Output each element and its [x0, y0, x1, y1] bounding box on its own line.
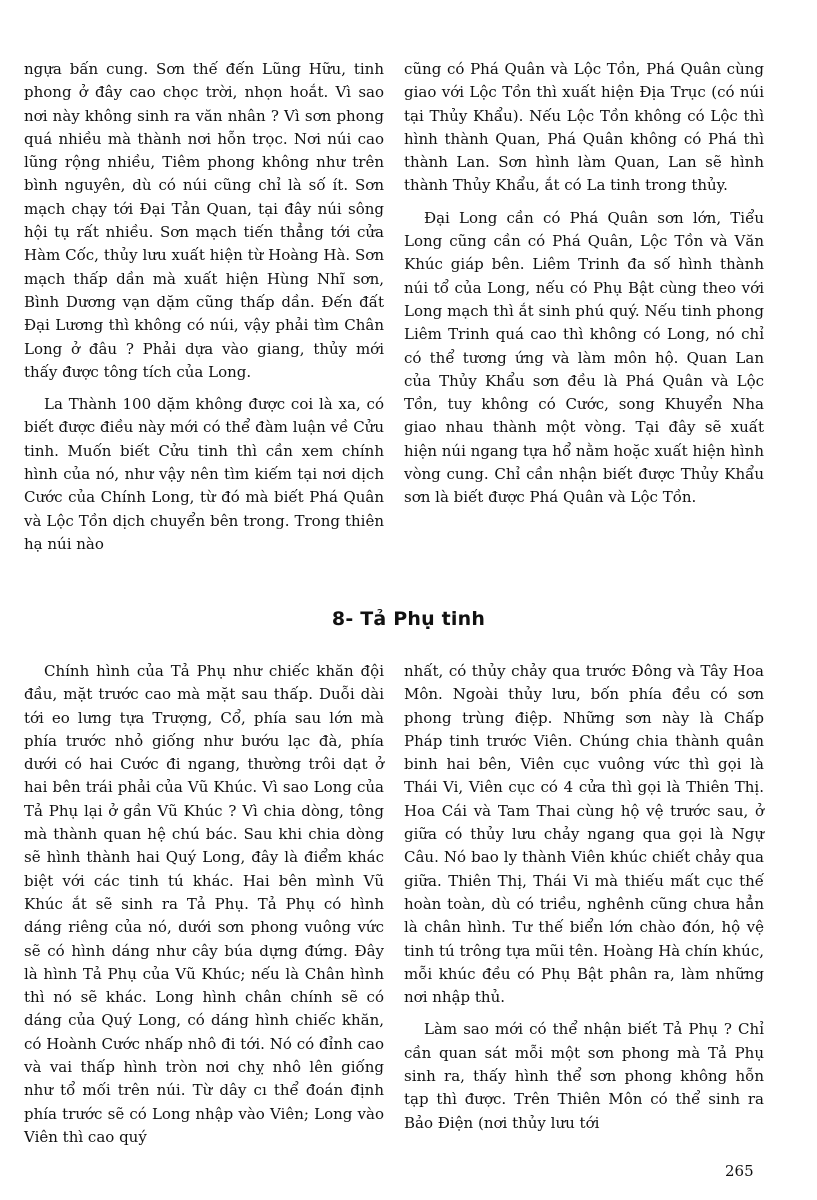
paragraph: Làm sao mới có thể nhận biết Tả Phụ ? Chỉ cần quan sát mỗi một sơn phong mà Tả Phụ sinh ra, thấy hình thể sơn phong không hỗn tạp thì được. Trên Thiên Môn có thể sinh ra Bảo Điện (nơi thủy lưu tới	[404, 1020, 764, 1132]
section-heading: 8- Tả Phụ tinh	[331, 608, 486, 630]
bottom-right-column	[404, 660, 764, 1144]
top-left-column	[24, 58, 384, 565]
paragraph: Đại Long cần có Phá Quân sơn lớn, Tiểu Long cũng cần có Phá Quân, Lộc Tồn và Văn Khúc giáp bên. Liêm Trinh đa số hình thành núi tổ của Long, nếu có Phụ Bật cùng theo với Long mạch thì ắt sinh phú quý. Nếu tinh phong Liêm Trinh quá cao thì không có Long, nó chỉ có thể tương ứng và làm môn hộ. Quan Lan của Thủy Khẩu sơn đều là Phá Quân và Lộc Tồn, tuy không có Cước, song Khuyển Nha giao nhau thành một vòng. Tại đây sẽ xuất hiện núi ngang tựa hổ nằm hoặc xuất hiện hình vòng cung. Chỉ cần nhận biết được Thủy Khẩu sơn là biết được Phá Quân và Lộc Tồn.	[404, 208, 764, 507]
bottom-left-column	[24, 660, 384, 1158]
paragraph: nhất, có thủy chảy qua trước Đông và Tây Hoa Môn. Ngoài thủy lưu, bốn phía đều có sơn phong trùng điệp. Những sơn này là Chấp Pháp tinh trước Viên. Chúng chia thành quân binh hai bên, Viên cục vuông vức thì gọi là Thái Vi, Viên cục có 4 cửa thì gọi là Thiên Thị. Hoa Cái và Tam Thai cùng hộ vệ trước sau, ở giữa có thủy lưu chảy ngang qua gọi là Ngự Câu. Nó bao ly thành Viên khúc chiết chảy qua giữa. Thiên Thị, Thái Vi mà thiếu mất cục thế hoàn toàn, dù có triều, nghênh cũng chưa hẳn là chân hình. Tư thế biển lớn chào đón, hộ vệ tinh tú trông tựa mũi tên. Hoàng Hà chín khúc, mỗi khúc đều có Phụ Bật phân ra, làm những nơi nhập thủ.	[404, 662, 764, 1007]
paragraph: ngựa bấn cung. Sơn thế đến Lũng Hữu, tinh phong ở đây cao chọc trời, nhọn hoắt. Vì sao nơi này không sinh ra văn nhân ? Vì sơn phong quá nhiều mà thành nơi hỗn trọc. Nơi núi cao lũng rộng nhiều, Tiêm phong không như trên bình nguyên, dù có núi cũng chỉ là số ít. Sơn mạch chạy tới Đại Tản Quan, tại đây núi sông hội tụ rất nhiều. Sơn mạch tiến thẳng tới cửa Hàm Cốc, thủy lưu xuất hiện từ Hoàng Hà. Sơn mạch thấp dần mà xuất hiện Hùng Nhĩ sơn, Bình Dương vạn dặm cũng thấp dần. Đến đất Đại Lương thì không có núi, vậy phải tìm Chân Long ở đâu ? Phải dựa vào giang, thủy mới thấy được tông tích của Long.	[24, 60, 384, 381]
top-right-column	[404, 58, 764, 519]
page-number: 265	[725, 1162, 754, 1180]
paragraph: La Thành 100 dặm không được coi là xa, có biết được điều này mới có thể đàm luận về Cửu tinh. Muốn biết Cửu tinh thì cần xem chính hình của nó, như vậy nên tìm kiếm tại nơi dịch Cước của Chính Long, từ đó mà biết Phá Quân và Lộc Tồn dịch chuyển bên trong. Trong thiên hạ núi nào	[24, 395, 384, 553]
paragraph: Chính hình của Tả Phụ như chiếc khăn đội đầu, mặt trước cao mà mặt sau thấp. Duỗi dài tới eo lưng tựa Trượng, Cổ, phía sau lớn mà phía trước nhỏ giống như bướu lạc đà, phía dưới có hai Cước đi ngang, thường trôi dạt ở hai bên trái phải của Vũ Khúc. Vì sao Long của Tả Phụ lại ở gần Vũ Khúc ? Vì chia dòng, tông mà thành quan hệ chú bác. Sau khi chia dòng sẽ hình thành hai Quý Long, đây là điểm khác biệt với các tinh tú khác. Hai bên mình Vũ Khúc ắt sẽ sinh ra Tả Phụ. Tả Phụ có hình dáng riêng của nó, dưới sơn phong vuông vức sẽ có hình dáng như cây búa dựng đứng. Đây là hình Tả Phụ của Vũ Khúc; nếu là Chân hình thì nó sẽ khác. Long hình chân chính sẽ có dáng của Quý Long, có dáng hình chiếc khăn, có Hoành Cước nhấp nhô đi tới. Nó có đỉnh cao và vai thấp hình tròn nơi chỵ nhô lên giống như tổ mối trên núi. Từ dây cı thể đoán định phía trước sẽ có Long nhập vào Viên; Long vào Viên thì cao quý	[24, 662, 384, 1146]
paragraph: cũng có Phá Quân và Lộc Tồn, Phá Quân cùng giao với Lộc Tồn thì xuất hiện Địa Trục (có núi tại Thủy Khẩu). Nếu Lộc Tồn không có Lộc thì hình thành Quan, Phá Quân không có Phá thì thành Lan. Sơn hình làm Quan, Lan sẽ hình thành Thủy Khẩu, ắt có La tinh trong thủy.	[404, 60, 764, 195]
